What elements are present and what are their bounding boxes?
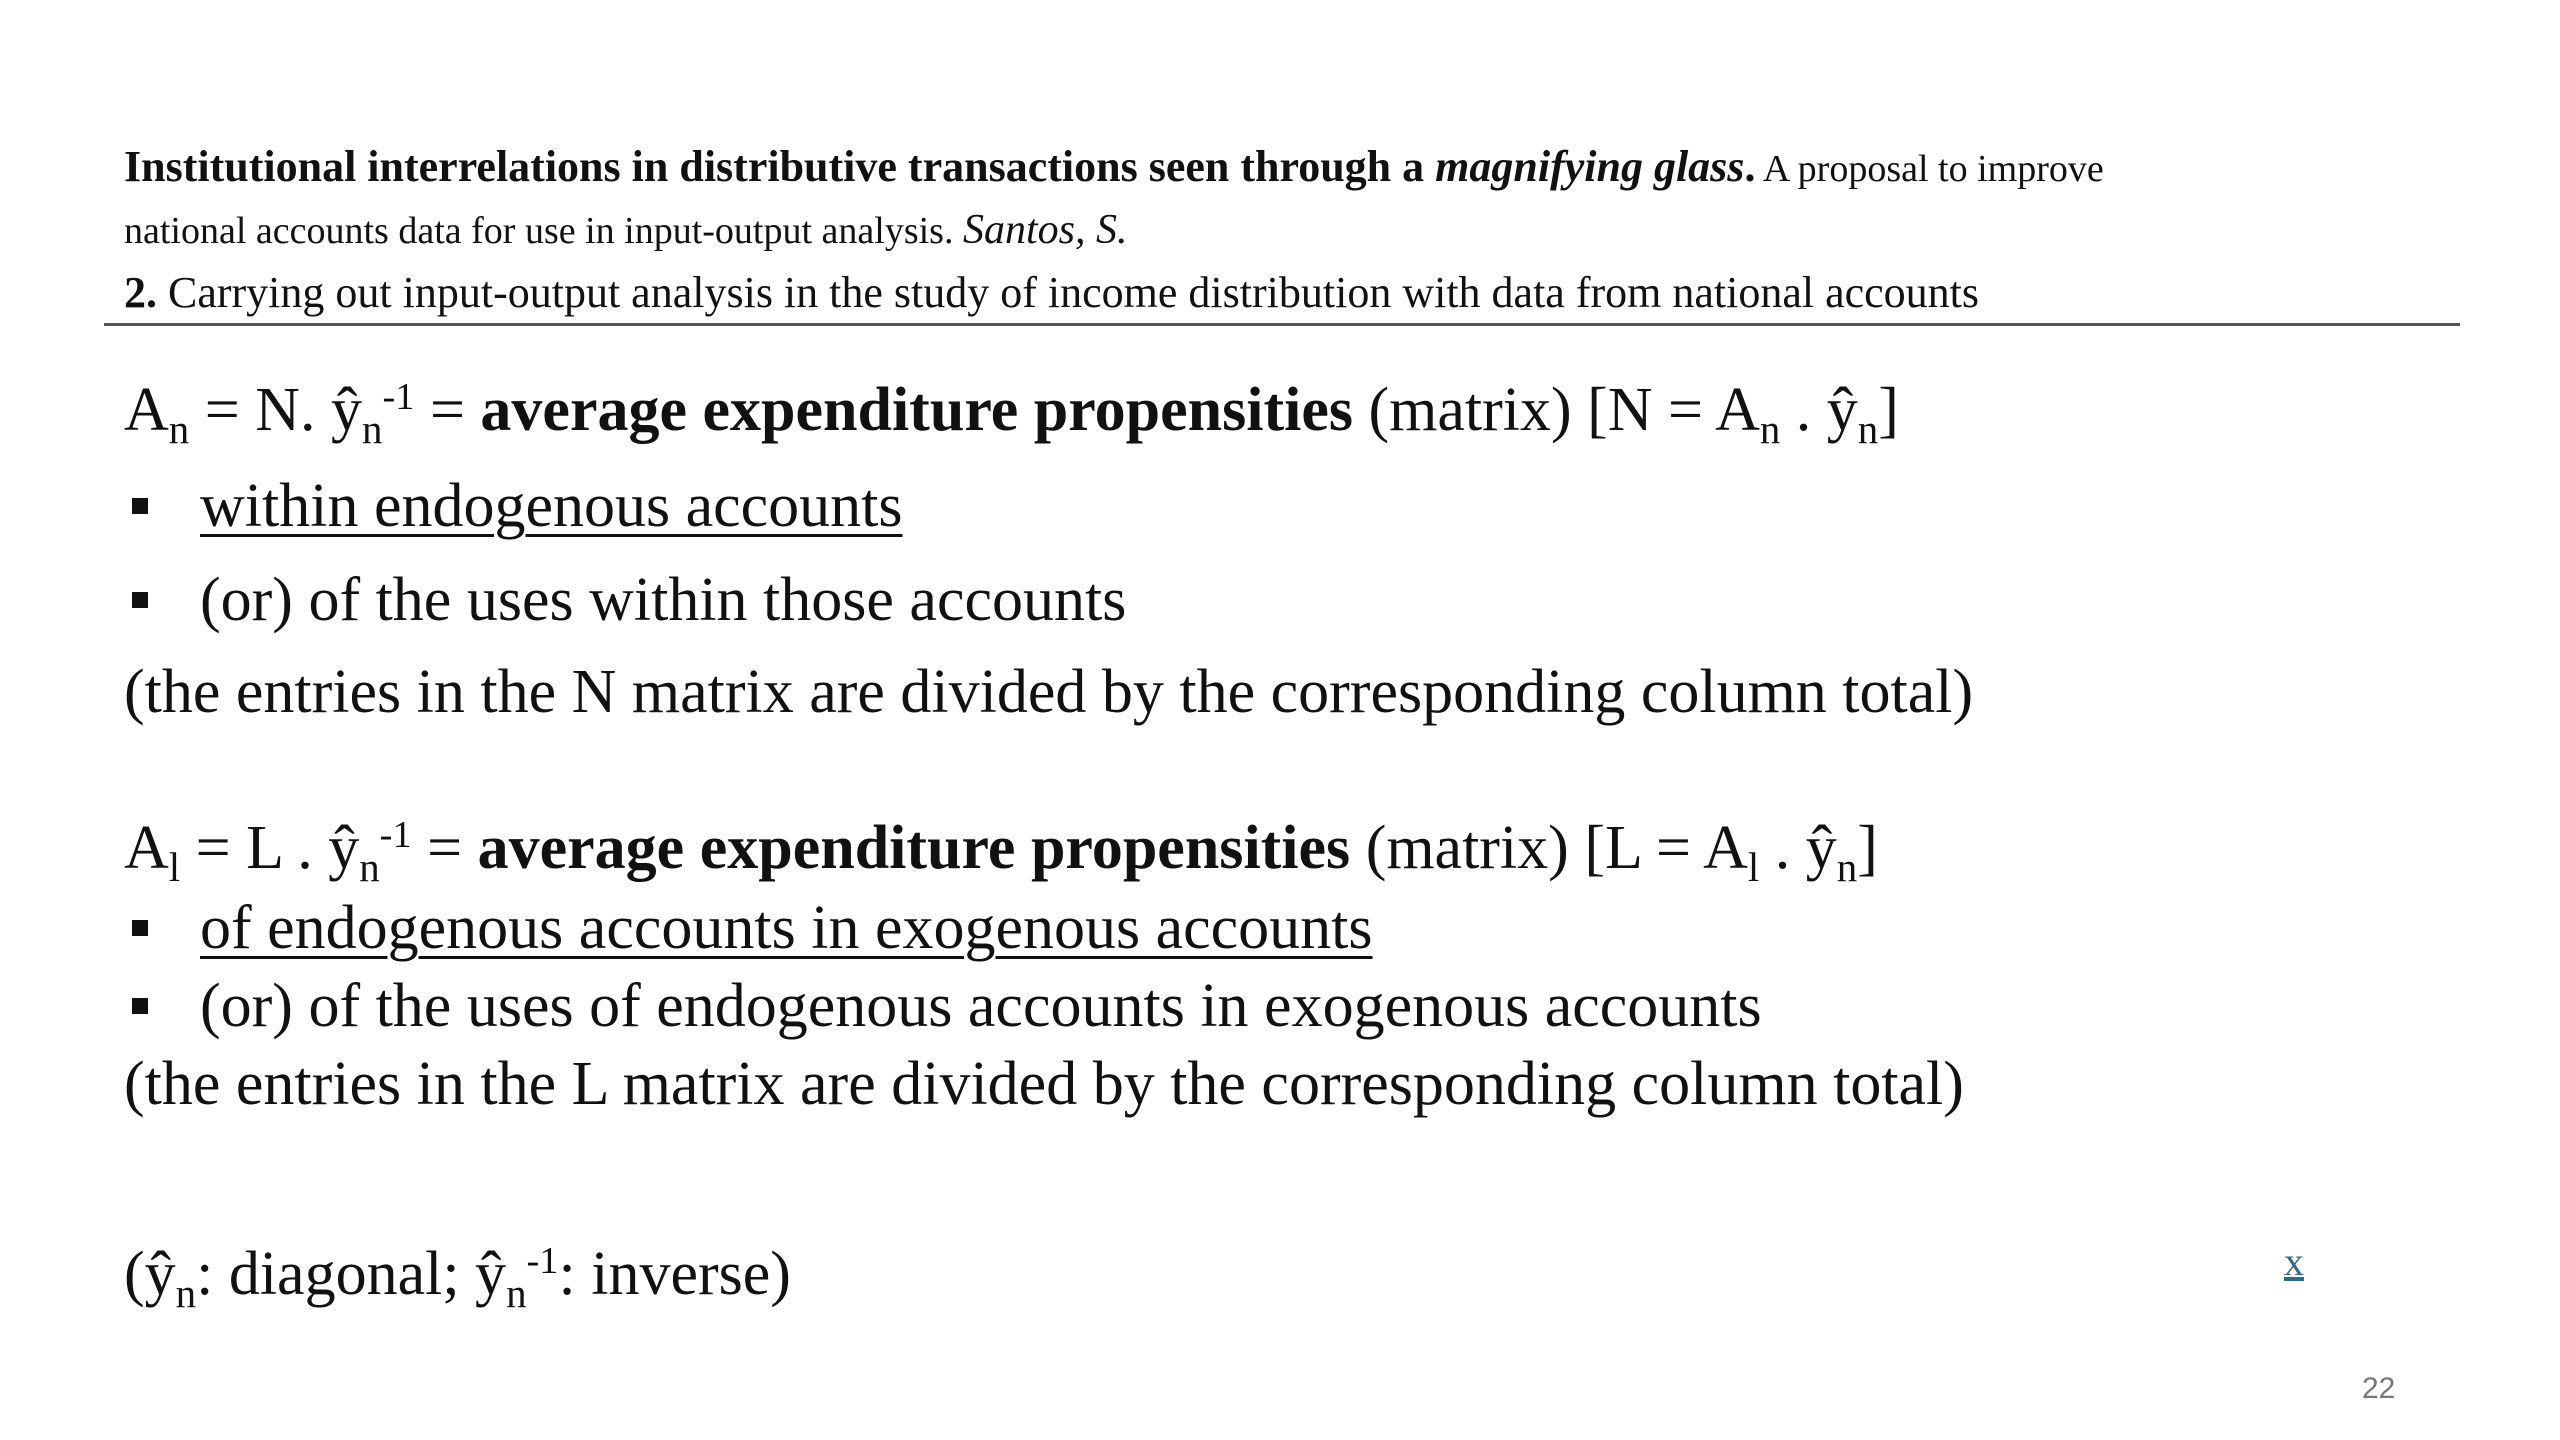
notation-legend bbox=[124, 1236, 791, 1317]
eq-al-symbol: A bbox=[124, 814, 169, 882]
eq-al-sup: -1 bbox=[379, 813, 412, 856]
eq-an-sub4: n bbox=[1857, 407, 1879, 453]
legend-sup: -1 bbox=[526, 1239, 559, 1282]
eq-al-sub2: n bbox=[359, 845, 380, 891]
eq-an-eq: = bbox=[414, 376, 481, 444]
bullet-square-icon bbox=[132, 498, 148, 514]
equation-al bbox=[124, 810, 1878, 891]
eq-al-sub4: n bbox=[1836, 845, 1858, 891]
bullet-square-icon bbox=[132, 592, 148, 608]
block1-bullet-2-text: (or) of the uses within those accounts bbox=[200, 566, 1127, 634]
legend-part2: : inverse) bbox=[558, 1240, 791, 1308]
equation-an bbox=[124, 372, 1899, 453]
eq-al-eq: = bbox=[411, 814, 478, 882]
eq-an-tail2: . ŷ bbox=[1780, 376, 1858, 444]
section-title: Carrying out input-output analysis in the study of income distribution with data from national accounts bbox=[157, 268, 1980, 317]
eq-an-symbol: A bbox=[124, 376, 169, 444]
eq-an-close: ] bbox=[1878, 376, 1899, 444]
eq-an-sub3: n bbox=[1759, 407, 1781, 453]
section-heading bbox=[124, 261, 2464, 325]
block2-bullet-2 bbox=[124, 968, 1762, 1044]
eq-an-bold: average expenditure propensities bbox=[480, 376, 1353, 444]
legend-part1: : diagonal; ŷ bbox=[196, 1240, 507, 1308]
eq-al-sub: l bbox=[168, 845, 181, 891]
block2-note: (the entries in the L matrix are divided by the corresponding column total) bbox=[124, 1050, 1964, 1118]
header-title-line bbox=[124, 136, 2464, 200]
x-link[interactable]: x bbox=[2284, 1239, 2304, 1284]
block1-bullet-1-text: within endogenous accounts bbox=[200, 472, 903, 540]
eq-al-tail: (matrix) [L = A bbox=[1350, 814, 1748, 882]
bullet-square-icon bbox=[132, 920, 148, 936]
eq-an-mid: = N. ŷ bbox=[189, 376, 362, 444]
eq-al-bold: average expenditure propensities bbox=[477, 814, 1351, 882]
eq-al-mid: = L . ŷ bbox=[180, 814, 360, 882]
header-subtitle-part2: national accounts data for use in input-output analysis. bbox=[124, 210, 963, 252]
block1-bullet-1 bbox=[124, 468, 903, 544]
header-subtitle-line bbox=[124, 200, 2464, 261]
legend-open: (ŷ bbox=[124, 1240, 176, 1308]
eq-an-tail: (matrix) [N = A bbox=[1352, 376, 1760, 444]
eq-al-tail2: . ŷ bbox=[1759, 814, 1837, 882]
block2-bullet-1 bbox=[124, 890, 1373, 966]
slide-header bbox=[124, 136, 2464, 325]
eq-al-close: ] bbox=[1857, 814, 1878, 882]
header-title-italic: magnifying glass bbox=[1435, 142, 1745, 191]
header-title-bold: Institutional interrelations in distributive transactions seen through a bbox=[124, 142, 1436, 191]
header-author: Santos, S. bbox=[962, 207, 1128, 253]
legend-sub2: n bbox=[506, 1271, 527, 1317]
block1-note: (the entries in the N matrix are divided by the corresponding column total) bbox=[124, 658, 1974, 726]
section-number: 2. bbox=[124, 268, 157, 317]
header-divider bbox=[104, 323, 2460, 326]
header-title-dot: . bbox=[1744, 142, 1756, 191]
block2-bullet-2-text: (or) of the uses of endogenous accounts in exogenous accounts bbox=[200, 972, 1762, 1040]
page-number: 22 bbox=[2362, 1372, 2396, 1405]
block1-bullet-2 bbox=[124, 562, 1126, 638]
eq-an-sub2: n bbox=[361, 407, 383, 453]
eq-an-sup: -1 bbox=[382, 375, 415, 418]
header-subtitle-part1: A proposal to improve bbox=[1755, 148, 2104, 190]
eq-an-sub: n bbox=[168, 407, 190, 453]
bullet-square-icon bbox=[132, 998, 148, 1014]
block2-bullet-1-text: of endogenous accounts in exogenous accounts bbox=[200, 894, 1373, 962]
eq-al-sub3: l bbox=[1747, 845, 1760, 891]
legend-sub1: n bbox=[175, 1271, 197, 1317]
